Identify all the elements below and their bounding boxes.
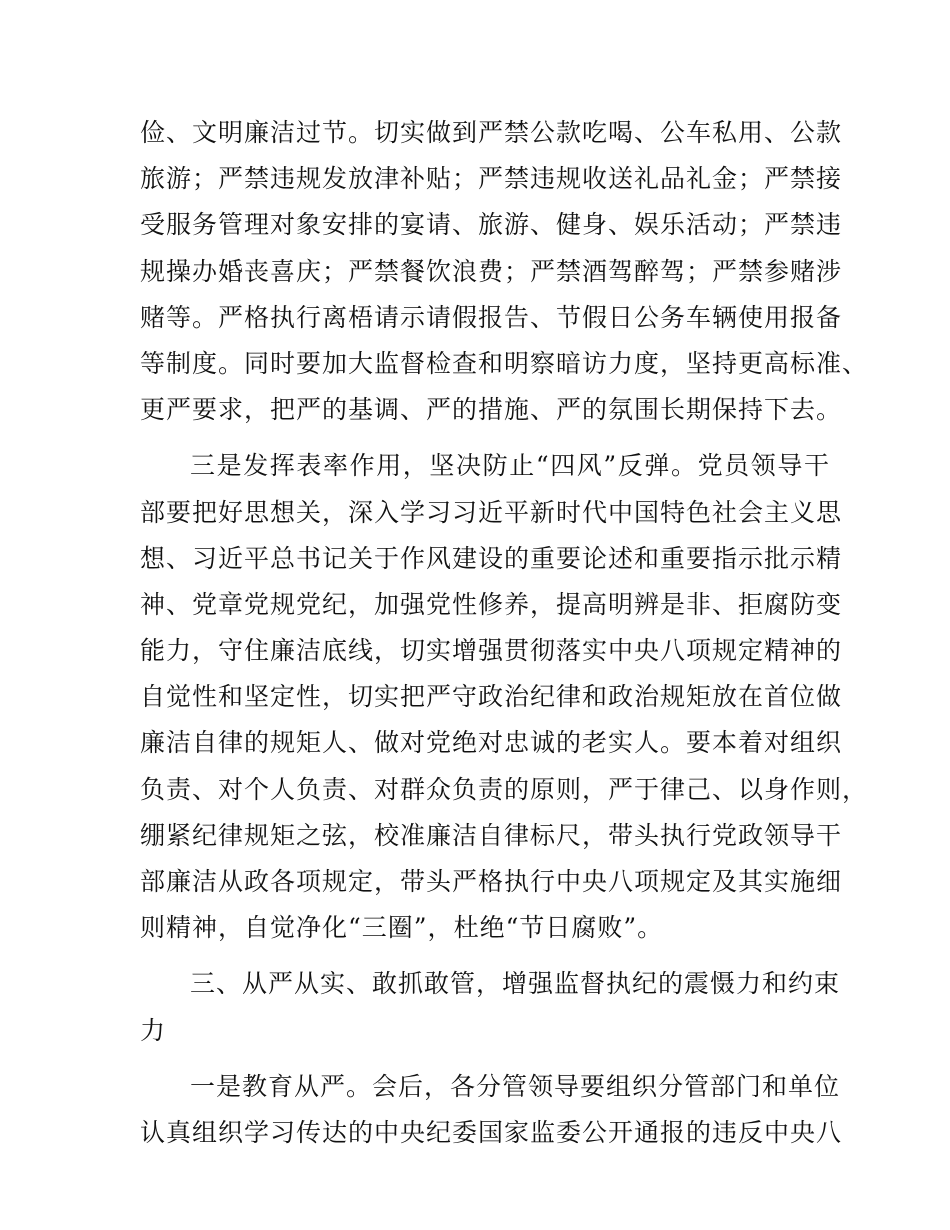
heading-line: 力 xyxy=(140,1015,167,1045)
text-line: 更严要求，把严的基调、严的措施、严的氛围长期保持下去。 xyxy=(140,395,843,425)
text-line: 则精神，自觉净化“三圈”，杜绝“节日腐败”。 xyxy=(140,913,664,943)
text-line: 神、党章党规党纪，加强党性修养，提高明辨是非、拒腐防变 xyxy=(140,589,843,619)
text-line: 规操办婚丧喜庆；严禁餐饮浪费；严禁酒驾醉驾；严禁参赌涉 xyxy=(140,256,843,286)
text-line: 等制度。同时要加大监督检查和明察暗访力度，坚持更高标准、 xyxy=(140,348,869,378)
text-line: 想、习近平总书记关于作风建设的重要论述和重要指示批示精 xyxy=(140,543,843,573)
text-line: 绷紧纪律规矩之弦，校准廉洁自律标尺，带头执行党政领导干 xyxy=(140,820,843,850)
text-line: 部要把好思想关，深入学习习近平新时代中国特色社会主义思 xyxy=(140,497,843,527)
paragraph-4 xyxy=(140,1064,843,1156)
paragraph-gap xyxy=(140,1054,830,1064)
text-line: 受服务管理对象安排的宴请、旅游、健身、娱乐活动；严禁违 xyxy=(140,210,843,240)
text-line: 赌等。严格执行离梧请示请假报告、节假日公务车辆使用报备 xyxy=(140,302,843,332)
text-line: 俭、文明廉洁过节。切实做到严禁公款吃喝、公车私用、公款 xyxy=(140,118,843,147)
text-line: 能力，守住廉洁底线，切实增强贯彻落实中央八项规定精神的 xyxy=(140,636,843,666)
text-line: 旅游；严禁违规发放津补贴；严禁违规收送礼品礼金；严禁接 xyxy=(140,164,843,194)
paragraph-2 xyxy=(140,443,869,951)
text-line: 负责、对个人负责、对群众负责的原则，严于律己、以身作则， xyxy=(140,774,869,804)
text-line: 一是教育从严。会后，各分管领导要组织分管部门和单位 xyxy=(190,1071,841,1101)
text-line: 认真组织学习传达的中央纪委国家监委公开通报的违反中央八 xyxy=(140,1117,843,1147)
paragraph-gap xyxy=(140,433,830,443)
paragraph-1 xyxy=(140,110,869,433)
text-line: 自觉性和坚定性，切实把严守政治纪律和政治规矩放在首位做 xyxy=(140,682,843,712)
paragraph-gap xyxy=(140,951,830,961)
text-line: 三是发挥表率作用，坚决防止“四风”反弹。党员领导干 xyxy=(190,451,830,481)
section-heading xyxy=(140,961,841,1053)
text-line: 廉洁自律的规矩人、做对党绝对忠诚的老实人。要本着对组织 xyxy=(140,728,843,758)
body-text xyxy=(140,110,869,1156)
heading-line: 三、从严从实、敢抓敢管，增强监督执纪的震慑力和约束 xyxy=(190,969,841,999)
text-line: 部廉洁从政各项规定，带头严格执行中央八项规定及其实施细 xyxy=(140,867,843,896)
